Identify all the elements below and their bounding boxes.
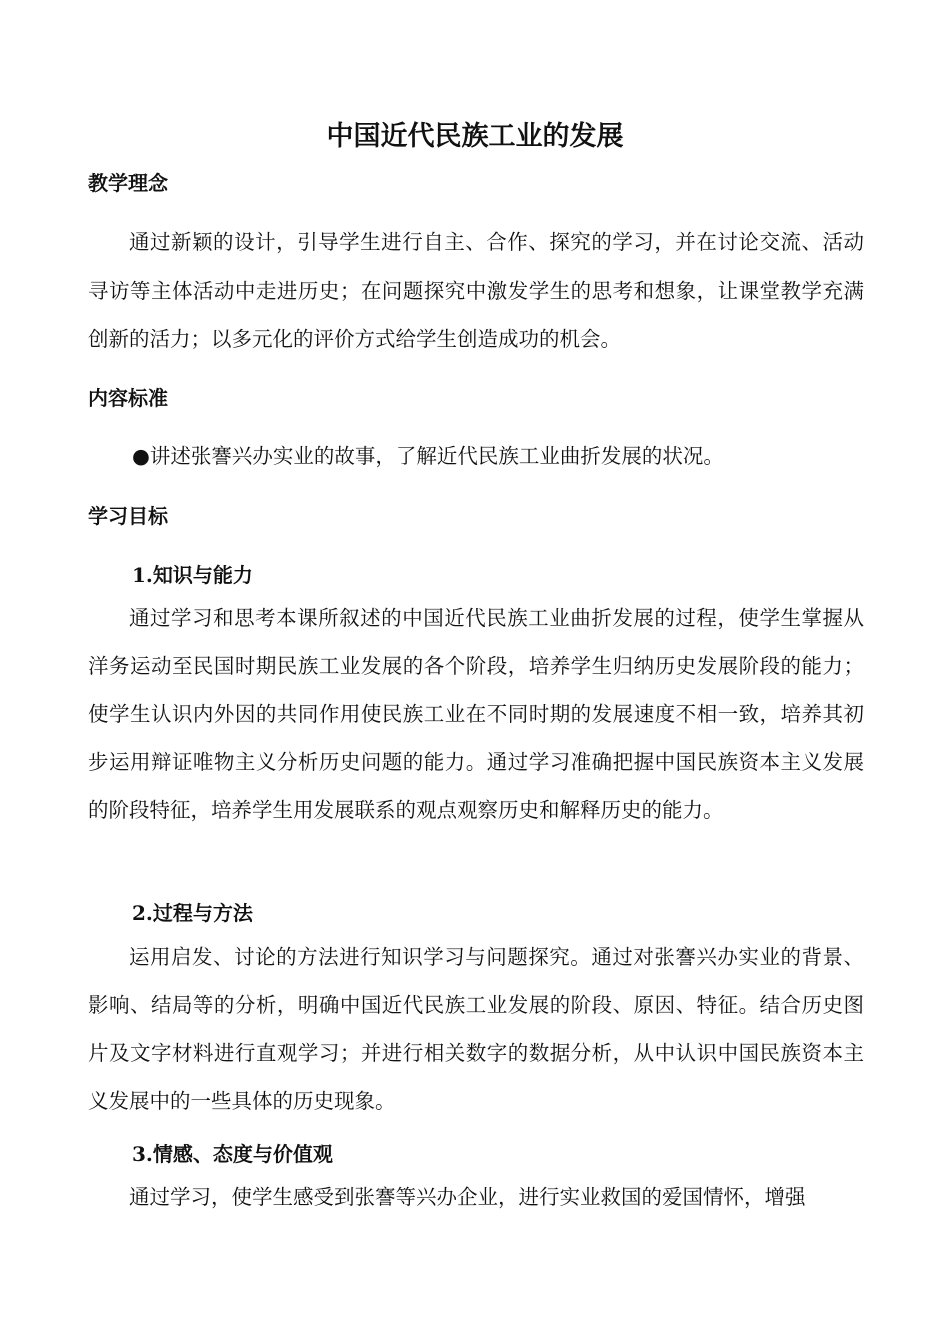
paragraph-teaching-concept: 通过新颖的设计，引导学生进行自主、合作、探究的学习，并在讨论交流、活动寻访等主体活动中走进历史；在问题探究中激发学生的思考和想象，让课堂教学充满创新的活力；以多元化的评价方式给学生创造成功的机会。 <box>88 230 864 351</box>
bullet-content-standard: ●讲述张謇兴办实业的故事，了解近代民族工业曲折发展的状况。 <box>132 444 724 468</box>
heading-content-standard: 内容标准 <box>88 386 168 410</box>
document-title: 中国近代民族工业的发展 <box>326 121 624 152</box>
paragraph-knowledge-ability: 通过学习和思考本课所叙述的中国近代民族工业曲折发展的过程，使学生掌握从洋务运动至民国时期民族工业发展的各个阶段，培养学生归纳历史发展阶段的能力；使学生认识内外因的共同作用使民族工业在不同时期的发展速度不相一致，培养其初步运用辩证唯物主义分析历史问题的能力。通过学习准确把握中国民族资本主义发展的阶段特征，培养学生用发展联系的观点观察历史和解释历史的能力。 <box>88 606 864 822</box>
heading-learning-goals: 学习目标 <box>88 504 168 528</box>
heading-teaching-concept: 教学理念 <box>88 171 168 195</box>
subheading-knowledge-ability: 1.知识与能力 <box>132 563 253 587</box>
subheading-emotion-values: 3.情感、态度与价值观 <box>132 1142 333 1166</box>
paragraph-process-method: 运用启发、讨论的方法进行知识学习与问题探究。通过对张謇兴办实业的背景、影响、结局等的分析，明确中国近代民族工业发展的阶段、原因、特征。结合历史图片及文字材料进行直观学习；并进行相关数字的数据分析，从中认识中国民族资本主义发展中的一些具体的历史现象。 <box>88 945 864 1113</box>
paragraph-emotion-values: 通过学习，使学生感受到张謇等兴办企业，进行实业救国的爱国情怀，增强 <box>129 1185 806 1209</box>
subheading-process-method: 2.过程与方法 <box>132 901 253 925</box>
